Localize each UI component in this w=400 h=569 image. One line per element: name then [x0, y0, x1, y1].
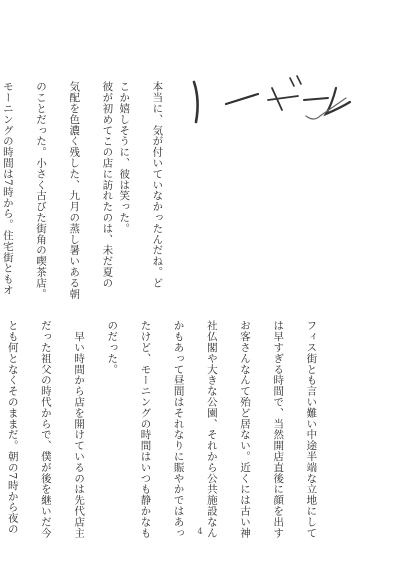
text-line: とも何となくそのままだ。朝の7時から夜の: [6, 319, 19, 535]
text-line: かもあって昼間はそれなりに賑やかではあっ: [172, 319, 185, 538]
text-line: 彼が初めてこの店に訪れたのは、未だ夏の: [101, 80, 114, 289]
text-line: モーニングの時間は7時から。住宅街ともオ: [1, 80, 14, 296]
chapter-title-calligraphy: [186, 58, 361, 128]
page-number: 4: [197, 527, 203, 536]
text-line: のだった。: [106, 319, 119, 375]
text-line: たけど、モーニングの時間はいつも静かなも: [139, 319, 152, 538]
text-line: お客さんなんて殆ど居ない。近くには古い神: [239, 319, 252, 538]
upper-paragraph: [118, 66, 182, 289]
text-line: は早すぎる時間で、当然開店直後に顔を出す: [272, 319, 285, 538]
chapter-title: [186, 58, 361, 128]
right-paragraph: [6, 305, 336, 538]
text-line: のことだった。小さく古びた街角の喫茶店。: [35, 80, 48, 299]
text-line: 本当に、気が付いていなかったんだね。ど: [151, 80, 164, 289]
text-line: 気配を色濃く残した、九月の蒸し暑いある朝: [68, 80, 81, 299]
lower-left-paragraph: [1, 66, 132, 299]
text-line: 早い時間から店を開けているのは先代店主: [73, 319, 86, 538]
text-line: フィス街とも言い難い中途半端な立地にして: [305, 319, 318, 538]
text-line: だった祖父の時代からで、僕が後を継いだ今: [39, 319, 52, 538]
text-line: こか嬉しそうに、彼は笑った。: [118, 80, 131, 234]
text-line: 社仏閣や大きな公園、それから公共施設なん: [205, 319, 218, 538]
